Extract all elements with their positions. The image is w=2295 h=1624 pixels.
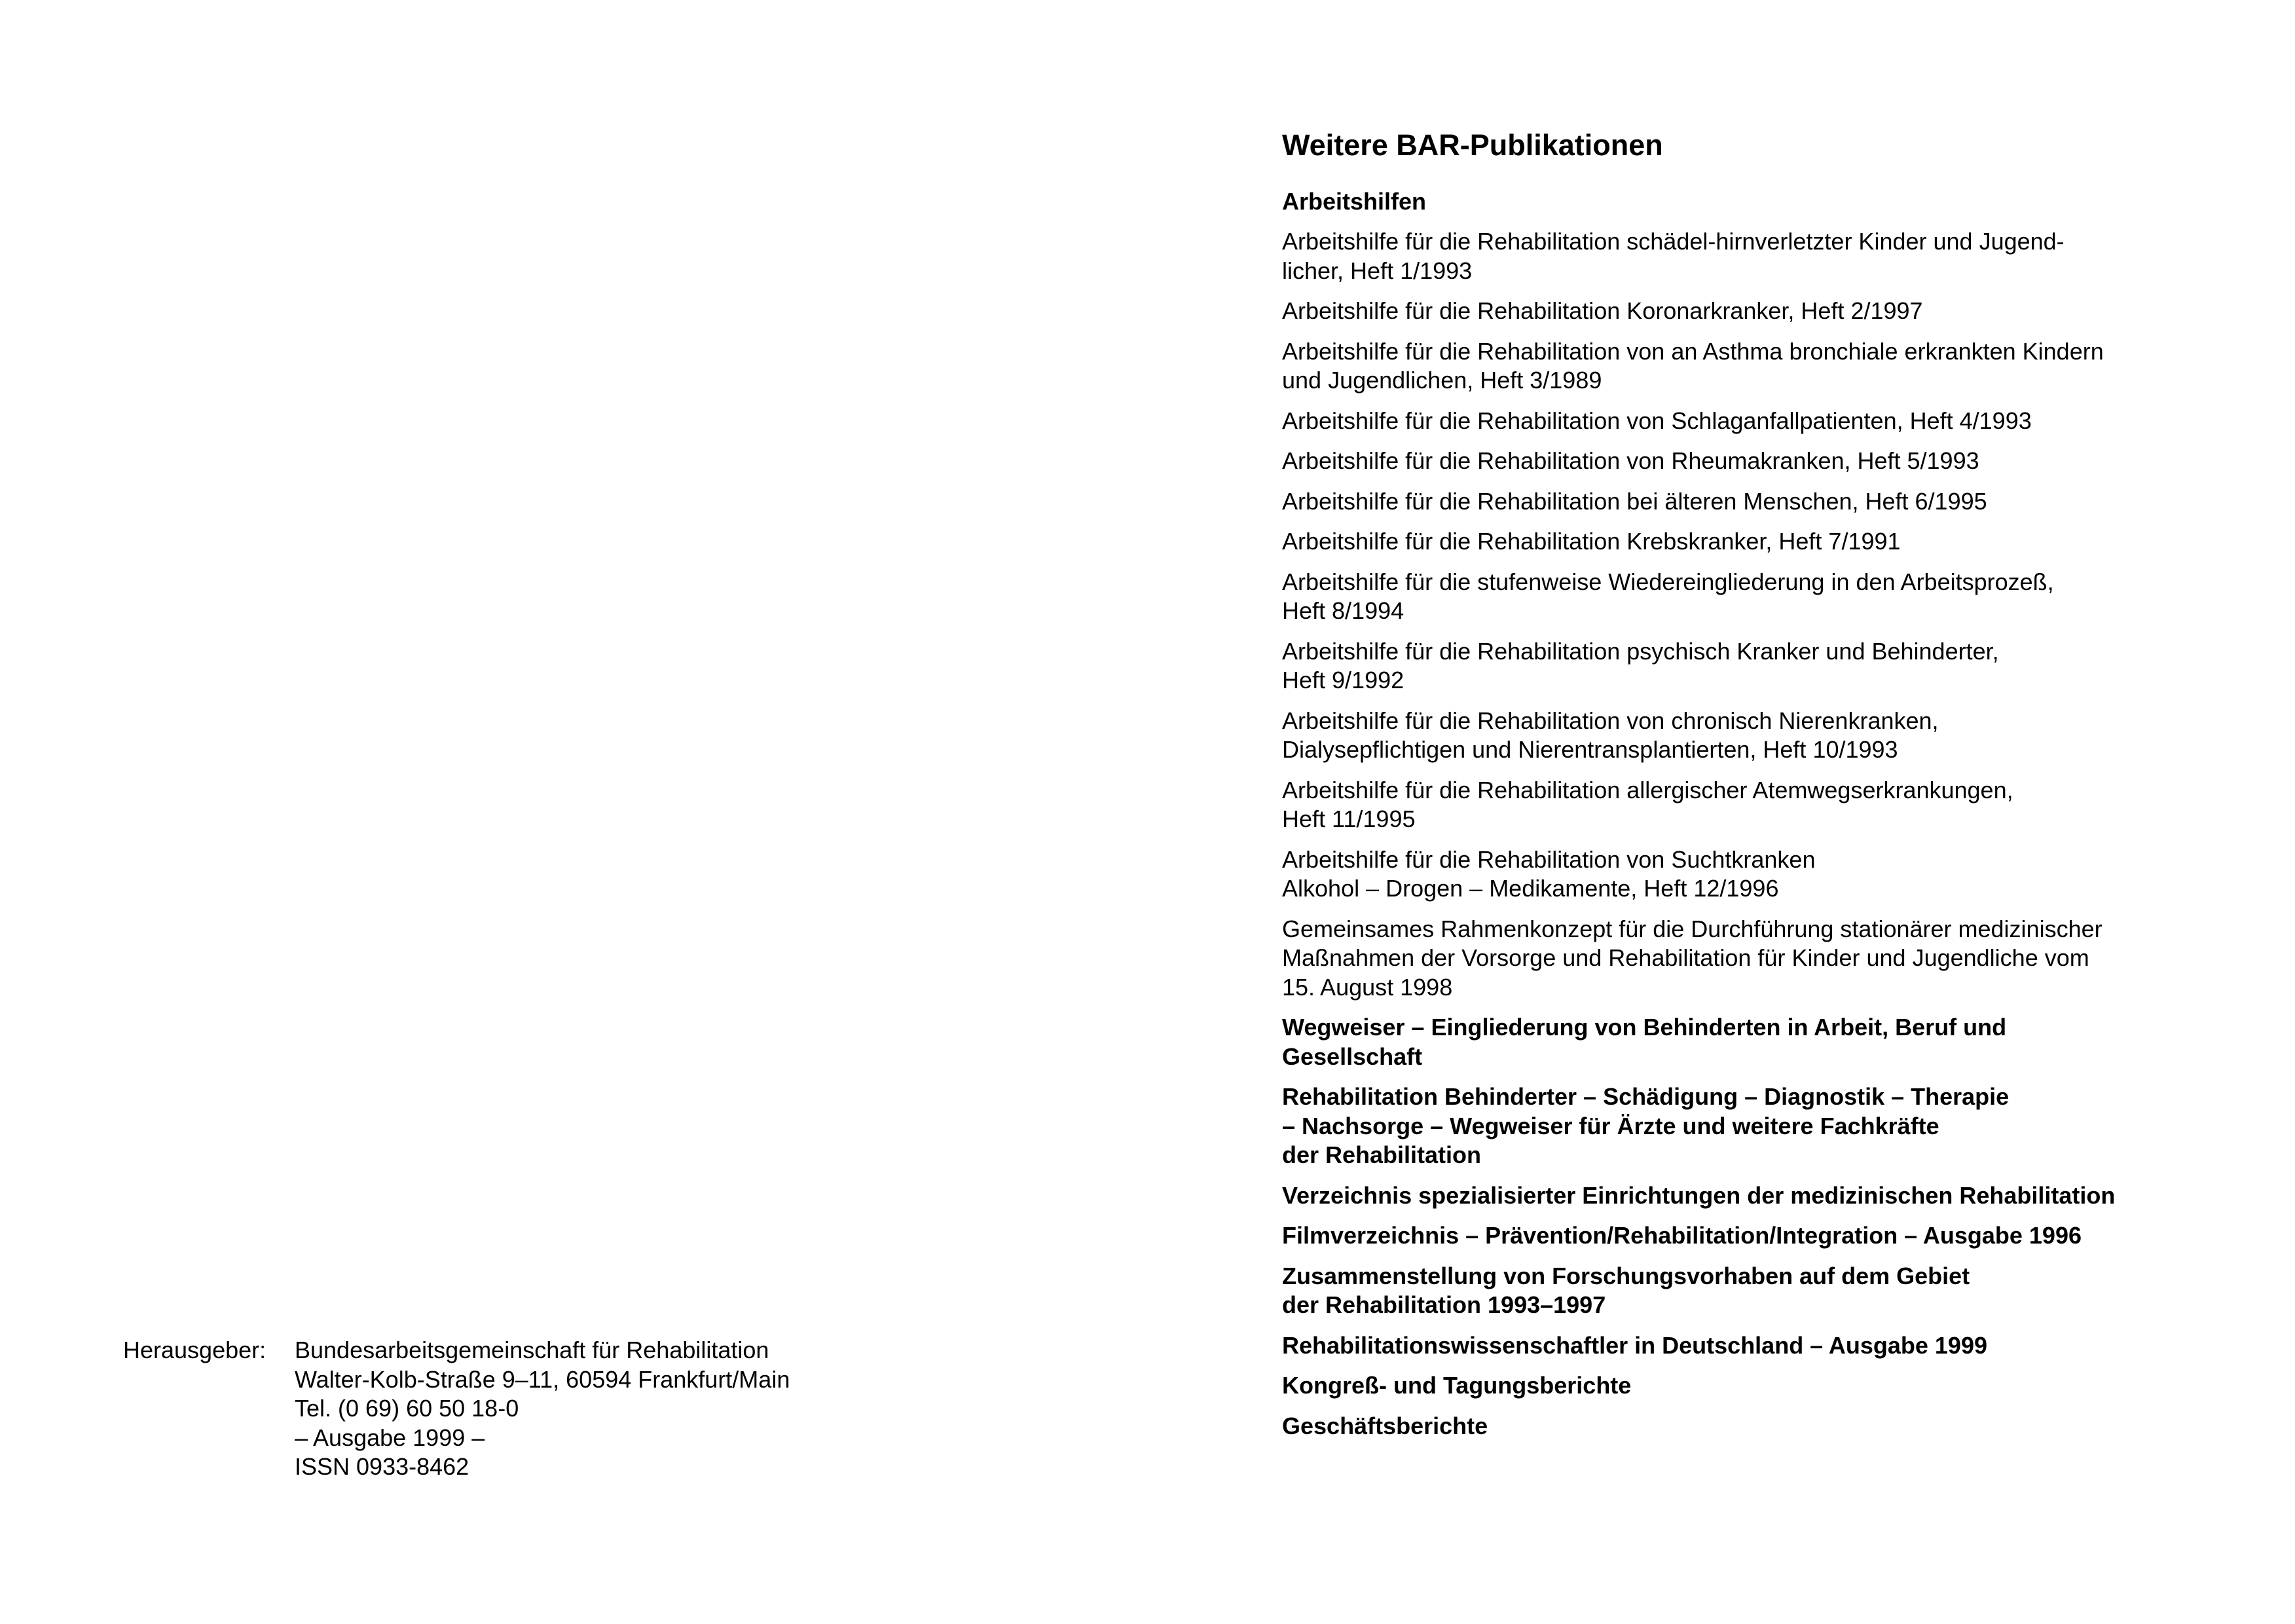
- publication-line: licher, Heft 1/1993: [1282, 257, 1473, 284]
- publication-item: [1282, 527, 2212, 557]
- publication-line: Rehabilitation Behinderter – Schädigung – Diagnostik – Therapie: [1282, 1083, 2010, 1110]
- publication-line: Arbeitshilfe für die Rehabilitation Krebskranker, Heft 7/1991: [1282, 528, 1901, 555]
- publication-line: Heft 8/1994: [1282, 597, 1405, 624]
- publication-line: Wegweiser – Eingliederung von Behinderten in Arbeit, Beruf und: [1282, 1014, 2007, 1041]
- publication-item: [1282, 487, 2212, 517]
- publication-item: [1282, 1331, 2212, 1361]
- publication-line: Zusammenstellung von Forschungsvorhaben auf dem Gebiet: [1282, 1262, 1970, 1289]
- publication-line: Kongreß- und Tagungsberichte: [1282, 1372, 1632, 1399]
- publication-item: [1282, 568, 2212, 626]
- page-title: Weitere BAR-Publikationen: [1282, 128, 1663, 162]
- publication-line: Heft 9/1992: [1282, 667, 1405, 693]
- publication-line: 15. August 1998: [1282, 973, 1453, 1001]
- publication-line: Arbeitshilfe für die Rehabilitation schädel-hirnverletzter Kinder und Jugend-: [1282, 228, 2065, 255]
- publication-item: [1282, 845, 2212, 904]
- publication-item: [1282, 407, 2212, 436]
- publication-item: [1282, 227, 2212, 286]
- imprint-line: – Ausgabe 1999 –: [295, 1424, 485, 1451]
- publication-line: Dialysepflichtigen und Nierentransplantierten, Heft 10/1993: [1282, 736, 1898, 763]
- imprint-line: Bundesarbeitsgemeinschaft für Rehabilitation: [295, 1337, 769, 1363]
- publication-line: Arbeitshilfe für die stufenweise Wiedereingliederung in den Arbeitsprozeß,: [1282, 568, 2054, 595]
- publication-line: Gemeinsames Rahmenkonzept für die Durchführung stationärer medizinischer: [1282, 915, 2102, 942]
- publication-line: Maßnahmen der Vorsorge und Rehabilitation für Kinder und Jugendliche vom: [1282, 944, 2089, 971]
- publication-line: Rehabilitationswissenschaftler in Deutschland – Ausgabe 1999: [1282, 1331, 1987, 1359]
- publication-item: [1282, 915, 2212, 1003]
- imprint-details: [295, 1336, 790, 1482]
- publication-line: Arbeitshilfe für die Rehabilitation von Schlaganfallpatienten, Heft 4/1993: [1282, 407, 2032, 434]
- publication-line: Geschäftsberichte: [1282, 1412, 1488, 1439]
- publication-line: Arbeitshilfe für die Rehabilitation allergischer Atemwegserkrankungen,: [1282, 776, 2013, 803]
- imprint-line: Tel. (0 69) 60 50 18-0: [295, 1395, 519, 1422]
- publication-line: Filmverzeichnis – Prävention/Rehabilitation/Integration – Ausgabe 1996: [1282, 1222, 2082, 1249]
- publication-item: [1282, 776, 2212, 834]
- publication-line: Arbeitshilfe für die Rehabilitation von chronisch Nierenkranken,: [1282, 707, 1939, 734]
- publication-line: Arbeitshilfe für die Rehabilitation von Rheumakranken, Heft 5/1993: [1282, 447, 1979, 474]
- publication-line: Arbeitshilfe für die Rehabilitation psychisch Kranker und Behinderter,: [1282, 637, 1999, 665]
- section-heading: Arbeitshilfen: [1282, 188, 1427, 215]
- publication-line: Verzeichnis spezialisierter Einrichtungen der medizinischen Rehabilitation: [1282, 1181, 2116, 1209]
- publication-line: Arbeitshilfe für die Rehabilitation bei älteren Menschen, Heft 6/1995: [1282, 487, 1987, 515]
- publication-line: Arbeitshilfe für die Rehabilitation Koronarkranker, Heft 2/1997: [1282, 297, 1923, 324]
- publication-line: der Rehabilitation: [1282, 1141, 1482, 1168]
- publication-item: [1282, 1371, 2212, 1401]
- publication-line: – Nachsorge – Wegweiser für Ärzte und weitere Fachkräfte: [1282, 1112, 1939, 1139]
- publication-item: [1282, 447, 2212, 476]
- imprint-line: ISSN 0933-8462: [295, 1453, 469, 1480]
- publication-item: [1282, 1412, 2212, 1441]
- publication-line: und Jugendlichen, Heft 3/1989: [1282, 367, 1602, 394]
- publication-item: [1282, 297, 2212, 326]
- publication-line: Alkohol – Drogen – Medikamente, Heft 12/1996: [1282, 875, 1779, 902]
- publication-item: [1282, 1221, 2212, 1251]
- publication-item: [1282, 1181, 2212, 1211]
- publication-line: Arbeitshilfe für die Rehabilitation von Suchtkranken: [1282, 845, 1816, 873]
- publication-line: Arbeitshilfe für die Rehabilitation von an Asthma bronchiale erkrankten Kindern: [1282, 337, 2104, 365]
- publication-list: [1282, 227, 2212, 1441]
- publication-line: der Rehabilitation 1993–1997: [1282, 1291, 1606, 1318]
- imprint-line: Walter-Kolb-Straße 9–11, 60594 Frankfurt/Main: [295, 1365, 790, 1393]
- publication-line: Gesellschaft: [1282, 1043, 1423, 1070]
- publication-item: [1282, 1013, 2212, 1071]
- publication-item: [1282, 1262, 2212, 1320]
- publications-page: [1282, 128, 2212, 1452]
- publication-item: [1282, 1082, 2212, 1170]
- imprint-label: Herausgeber:: [123, 1337, 266, 1363]
- publication-item: [1282, 637, 2212, 695]
- publication-line: Heft 11/1995: [1282, 805, 1416, 832]
- publication-item: [1282, 707, 2212, 765]
- publication-item: [1282, 337, 2212, 396]
